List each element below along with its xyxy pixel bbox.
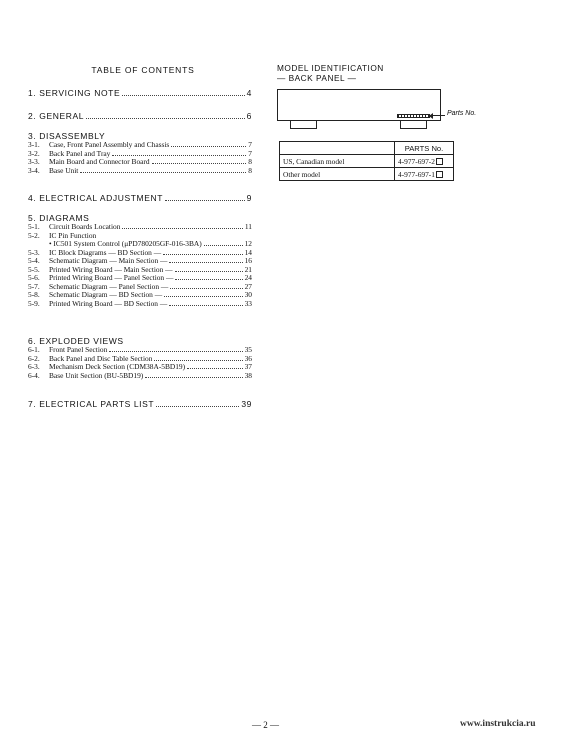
toc-section <box>28 399 252 409</box>
parts-number-cell <box>395 155 454 168</box>
toc-page-number: 37 <box>244 362 252 371</box>
toc-section <box>28 213 252 308</box>
toc-entry-number: 6-1. <box>28 345 40 354</box>
toc-entry-text: Schematic Diagram — Panel Section — <box>49 281 169 291</box>
checkbox-square-icon <box>436 171 443 178</box>
toc-entry-number: 3-3. <box>28 157 40 166</box>
toc-heading-text: 3. DISASSEMBLY <box>28 131 106 141</box>
toc-heading <box>28 193 252 203</box>
toc-entry-text: Printed Wiring Board — BD Section — <box>49 298 168 308</box>
toc-entry-text: Base Unit Section (BU-5BD19) <box>49 370 144 380</box>
toc-entry-number: 5-4. <box>28 256 40 265</box>
toc-page-number: 6 <box>246 111 252 121</box>
arrow-icon <box>429 113 433 119</box>
toc-page-number: 7 <box>248 140 252 149</box>
table-row <box>280 155 454 168</box>
leader-dots <box>152 163 247 164</box>
toc-heading <box>28 111 252 121</box>
parts-number: 4-977-697-1 <box>398 169 435 179</box>
toc-heading-text: 6. EXPLODED VIEWS <box>28 336 124 346</box>
toc-section <box>28 111 252 121</box>
parts-table-blank-header <box>280 142 395 155</box>
leader-dots <box>112 155 246 156</box>
toc-section <box>28 131 252 175</box>
parts-number-cell <box>395 168 454 181</box>
toc-entry-text: Schematic Diagram — BD Section — <box>49 290 163 299</box>
leader-dots <box>145 377 242 378</box>
toc-entry-text: Base Unit <box>49 165 79 175</box>
toc-page-number: 24 <box>244 273 252 282</box>
model-id-title: MODEL IDENTIFICATION <box>277 63 384 73</box>
toc-entry-number: 3-1. <box>28 140 40 149</box>
toc-page-number: 30 <box>244 290 252 299</box>
toc-entry-number: 5-1. <box>28 222 40 231</box>
parts-number: 4-977-697-2 <box>398 156 435 166</box>
page-number: — 2 — <box>252 720 279 730</box>
parts-table-header-row <box>280 142 454 155</box>
toc-entry-text: Printed Wiring Board — Panel Section — <box>49 273 174 282</box>
leader-dots <box>163 254 243 255</box>
leader-dots <box>169 262 242 263</box>
leader-line <box>431 115 445 116</box>
toc-page-number: 39 <box>241 399 252 409</box>
toc-entry-number: 5-5. <box>28 264 40 274</box>
toc-entry-number: 6-2. <box>28 353 40 363</box>
toc-entry-text: Back Panel and Disc Table Section <box>49 353 153 363</box>
toc-entry-text: Schematic Diagram — Main Section — <box>49 256 168 265</box>
toc-entry-number: 5-7. <box>28 281 40 291</box>
toc-page-number: 11 <box>244 222 252 231</box>
toc-page-number: 14 <box>244 247 252 257</box>
leader-dots <box>187 368 243 369</box>
toc-entry-text: • IC501 System Control (μPD780205GF-016-3BA) <box>49 239 202 248</box>
toc-entry-number: 6-4. <box>28 370 40 380</box>
toc-entry-text: Case, Front Panel Assembly and Chassis <box>49 140 170 149</box>
toc-page-number: 8 <box>248 165 252 175</box>
toc-entry-number: 5-2. <box>28 230 40 240</box>
toc-entry-text: Main Board and Connector Board <box>49 157 150 166</box>
toc-page-number: 36 <box>244 353 252 363</box>
leader-dots <box>154 360 242 361</box>
table-row <box>280 168 454 181</box>
leader-dots <box>80 172 246 173</box>
panel-foot-left <box>290 121 317 129</box>
toc-page-number: 35 <box>244 345 252 354</box>
toc-entry-text: Circuit Boards Location <box>49 222 121 231</box>
toc-page-number: 7 <box>248 148 252 158</box>
toc-entry-number: 6-3. <box>28 362 40 371</box>
leader-dots <box>122 228 242 229</box>
leader-dots <box>156 406 239 407</box>
toc-entry <box>28 300 252 309</box>
toc-entry <box>28 167 252 176</box>
leader-dots <box>109 351 242 352</box>
toc-page-number: 8 <box>248 157 252 166</box>
website-watermark: www.instrukcia.ru <box>460 719 536 729</box>
toc-entry-number: 5-3. <box>28 247 40 257</box>
toc-entry-number: 5-9. <box>28 298 40 308</box>
toc-page-number: 27 <box>244 281 252 291</box>
leader-dots <box>86 118 245 119</box>
toc-entry-number: 3-2. <box>28 148 40 158</box>
toc-entry-text: IC Pin Function <box>49 230 97 240</box>
toc-page-number: 16 <box>244 256 252 265</box>
toc-heading-text: 4. ELECTRICAL ADJUSTMENT <box>28 193 163 203</box>
parts-label-sticker <box>397 114 430 118</box>
toc-section <box>28 336 252 380</box>
leader-dots <box>170 288 242 289</box>
toc-entry <box>28 372 252 381</box>
leader-dots <box>122 95 244 96</box>
toc-entry-number: 3-4. <box>28 165 40 175</box>
toc-page-number: 33 <box>244 298 252 308</box>
toc-entry-number: 5-6. <box>28 273 40 282</box>
toc-section <box>28 193 252 203</box>
toc-heading-text: 1. SERVICING NOTE <box>28 88 121 98</box>
parts-table-header: PARTS No. <box>395 142 454 155</box>
parts-no-callout: Parts No. <box>447 110 477 117</box>
toc-heading-text: 5. DIAGRAMS <box>28 213 90 223</box>
toc-page-number: 38 <box>244 370 252 380</box>
toc-heading-text: 7. ELECTRICAL PARTS LIST <box>28 399 155 409</box>
toc-entry-text: IC Block Diagrams — BD Section — <box>49 247 162 257</box>
toc-entry-text: Back Panel and Tray <box>49 148 111 158</box>
toc-page-number: 4 <box>246 88 252 98</box>
leader-dots <box>165 200 245 201</box>
toc-page-number: 21 <box>244 264 252 274</box>
checkbox-square-icon <box>436 158 443 165</box>
leader-dots <box>175 279 242 280</box>
toc-heading <box>28 88 252 98</box>
leader-dots <box>204 245 243 246</box>
toc-heading-text: 2. GENERAL <box>28 111 85 121</box>
leader-dots <box>169 305 242 306</box>
back-panel-subtitle: — BACK PANEL — <box>277 72 357 83</box>
toc-page-number: 9 <box>246 193 252 203</box>
model-identification <box>277 64 384 83</box>
toc-entry-text: Front Panel Section <box>49 345 108 354</box>
leader-dots <box>171 146 246 147</box>
toc-entry-text: Mechanism Deck Section (CDM38A-5BD19) <box>49 362 186 371</box>
model-name-cell: US, Canadian model <box>280 155 395 168</box>
toc-title: TABLE OF CONTENTS <box>91 65 195 75</box>
toc-page-number: 12 <box>244 239 252 248</box>
leader-dots <box>175 271 243 272</box>
model-name-cell: Other model <box>280 168 395 181</box>
toc-entry-number: 5-8. <box>28 290 40 299</box>
toc-entry-text: Printed Wiring Board — Main Section — <box>49 264 173 274</box>
parts-table <box>279 141 454 181</box>
leader-dots <box>164 296 243 297</box>
toc-section <box>28 88 252 98</box>
panel-foot-right <box>400 121 427 129</box>
toc-heading <box>28 399 252 409</box>
